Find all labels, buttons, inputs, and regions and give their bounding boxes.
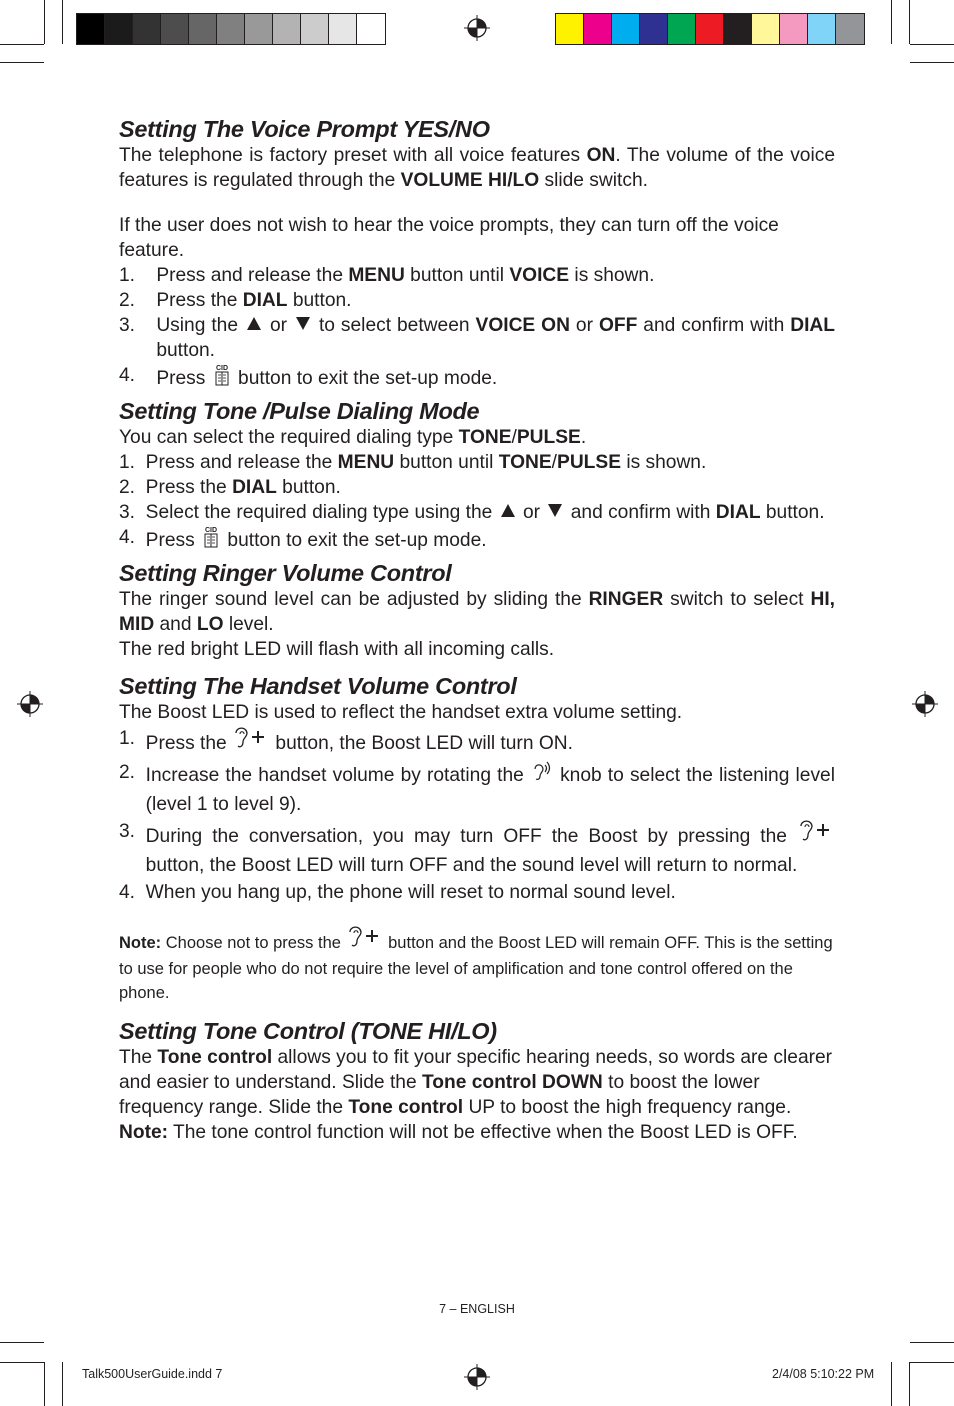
step-number: 1. xyxy=(119,452,146,473)
text-run: button. xyxy=(287,290,352,311)
text-run: level. xyxy=(223,614,274,635)
text-run: The ringer sound level can be adjusted by sliding the xyxy=(119,589,589,610)
bold-term: DIAL xyxy=(242,290,288,311)
bold-term: ON xyxy=(586,145,616,166)
step-text xyxy=(146,475,835,500)
text-run: button. xyxy=(276,477,341,498)
tone-pulse-steps xyxy=(119,450,835,553)
step-item xyxy=(119,818,835,879)
step-number: 4. xyxy=(119,365,157,386)
heading-voice-prompt: Setting The Voice Prompt YES/NO xyxy=(119,116,490,142)
voice-paragraph-2: If the user does not wish to hear the voice prompts, they can turn off the voice feature. xyxy=(119,215,779,261)
text-run: Press xyxy=(145,530,201,551)
text-run: Choose not to press the xyxy=(161,934,346,952)
color-swatch xyxy=(752,14,780,44)
text-run: Press the xyxy=(145,477,233,498)
step-item xyxy=(119,363,835,391)
grayscale-swatch xyxy=(273,14,301,44)
bold-term: VOLUME HI/LO xyxy=(400,170,540,191)
text-run: / xyxy=(551,452,558,473)
color-swatch xyxy=(612,14,640,44)
step-text xyxy=(146,879,835,906)
step-text xyxy=(146,500,835,525)
step-item xyxy=(119,500,835,525)
bold-term: DIAL xyxy=(715,502,761,523)
text-run: . xyxy=(580,427,587,448)
bold-term: OFF xyxy=(598,315,638,336)
step-number: 3. xyxy=(119,821,146,842)
step-text xyxy=(156,263,835,288)
step-item xyxy=(119,475,835,500)
bold-term: Tone control xyxy=(348,1097,464,1118)
bold-term: VOICE ON xyxy=(475,315,570,336)
text-run: to boost the lower frequency range. Slide the xyxy=(119,1072,760,1118)
handset-note xyxy=(119,924,835,1005)
step-text xyxy=(146,759,835,818)
page-content xyxy=(119,115,835,1145)
step-number: 2. xyxy=(119,290,157,311)
voice-steps xyxy=(119,263,835,391)
step-text xyxy=(156,363,835,391)
text-run: The telephone is factory preset with all voice features xyxy=(119,145,587,166)
ringer-paragraph-2: The red bright LED will flash with all incoming calls. xyxy=(119,639,555,660)
heading-tone-pulse: Setting Tone /Pulse Dialing Mode xyxy=(119,398,480,424)
text-run: or xyxy=(517,502,546,523)
ear-plus-boost-icon xyxy=(232,725,270,759)
voice-paragraph-1 xyxy=(119,143,835,193)
step-item xyxy=(119,288,835,313)
tone-control-paragraph xyxy=(119,1045,835,1145)
color-swatch xyxy=(668,14,696,44)
text-run: button until xyxy=(394,452,499,473)
text-run: is shown. xyxy=(569,265,655,286)
text-run: knob to select the listening level (level 1 to level 9). xyxy=(145,765,835,815)
text-run: When you hang up, the phone will reset to normal sound level. xyxy=(145,882,676,903)
registration-mark-top xyxy=(464,15,490,41)
step-number: 2. xyxy=(119,762,146,783)
grayscale-bar xyxy=(76,13,386,45)
text-run: and confirm with xyxy=(637,315,791,336)
grayscale-swatch xyxy=(357,14,385,44)
down-arrow-icon xyxy=(548,504,562,517)
bold-term: TONE xyxy=(458,427,512,448)
ear-plus-boost-icon xyxy=(797,818,835,852)
text-run: and confirm with xyxy=(565,502,716,523)
color-swatch xyxy=(724,14,752,44)
step-number: 4. xyxy=(119,527,146,548)
text-run: button until xyxy=(404,265,510,286)
cid-book-icon xyxy=(211,363,233,385)
up-arrow-icon xyxy=(247,317,261,330)
text-run: During the conversation, you may turn OFF the Boost by pressing the xyxy=(145,826,797,847)
text-run: Press and release the xyxy=(145,452,338,473)
color-swatch xyxy=(808,14,836,44)
step-item xyxy=(119,450,835,475)
color-swatch xyxy=(640,14,668,44)
text-run: or xyxy=(569,315,599,336)
tone-pulse-intro xyxy=(119,425,835,450)
step-number: 1. xyxy=(119,265,157,286)
bold-term: Note: xyxy=(119,934,162,952)
slug-date: 2/4/08 5:10:22 PM xyxy=(772,1367,875,1381)
text-run: Press and release the xyxy=(156,265,349,286)
step-text xyxy=(156,313,835,363)
text-run: / xyxy=(511,427,517,448)
text-run: Press the xyxy=(145,733,233,754)
page-number: 7 – ENGLISH xyxy=(439,1302,515,1316)
grayscale-swatch xyxy=(217,14,245,44)
text-run: button, the Boost LED will turn ON. xyxy=(270,733,573,754)
step-item xyxy=(119,759,835,818)
text-run: button. xyxy=(760,502,825,523)
step-item xyxy=(119,879,835,906)
cid-book-icon xyxy=(200,525,222,547)
grayscale-swatch xyxy=(105,14,133,44)
color-swatch xyxy=(584,14,612,44)
heading-tone-control: Setting Tone Control (TONE HI/LO) xyxy=(119,1018,497,1044)
color-swatch xyxy=(780,14,808,44)
text-run: Press the xyxy=(156,290,243,311)
text-run: is shown. xyxy=(621,452,707,473)
ear-plus-boost-icon xyxy=(346,924,384,957)
step-item xyxy=(119,263,835,288)
text-run: The xyxy=(119,1047,158,1068)
text-run: button to exit the set-up mode. xyxy=(232,368,498,389)
text-run: You can select the required dialing type xyxy=(119,427,459,448)
step-number: 3. xyxy=(119,502,146,523)
color-swatch xyxy=(696,14,724,44)
step-number: 1. xyxy=(119,728,146,749)
text-run: Increase the handset volume by rotating the xyxy=(145,765,530,786)
color-swatch xyxy=(836,14,864,44)
bold-term: DIAL xyxy=(790,315,835,336)
text-run: button and the Boost LED will remain OFF. This is the setting to use for people who do not require the level of amplification and tone control offered on the phone. xyxy=(119,934,833,1002)
up-arrow-icon xyxy=(501,504,515,517)
bold-term: Tone control DOWN xyxy=(421,1072,603,1093)
svg-text:CID: CID xyxy=(215,365,228,372)
step-item xyxy=(119,525,835,553)
text-run: slide switch. xyxy=(539,170,648,191)
down-arrow-icon xyxy=(296,317,310,330)
step-number: 4. xyxy=(119,882,146,903)
grayscale-swatch xyxy=(301,14,329,44)
slug-file: Talk500UserGuide.indd 7 xyxy=(82,1367,223,1381)
grayscale-swatch xyxy=(329,14,357,44)
bold-term: DIAL xyxy=(232,477,277,498)
text-run: The tone control function will not be effective when the Boost LED is OFF. xyxy=(168,1122,798,1143)
heading-ringer: Setting Ringer Volume Control xyxy=(119,560,452,586)
text-run: button to exit the set-up mode. xyxy=(222,530,487,551)
text-run: Using the xyxy=(156,315,244,336)
ringer-paragraph-1 xyxy=(119,587,835,637)
text-run: . The volume of the voice features is regulated through the xyxy=(119,145,835,191)
step-text xyxy=(156,288,835,313)
step-text xyxy=(146,525,835,553)
registration-mark-bottom xyxy=(464,1364,490,1390)
grayscale-swatch xyxy=(161,14,189,44)
color-bar xyxy=(555,13,865,45)
text-run: UP to boost the high frequency range. xyxy=(463,1097,792,1118)
bold-term: MENU xyxy=(337,452,395,473)
ear-volume-knob-icon xyxy=(530,759,554,791)
step-number: 2. xyxy=(119,477,146,498)
bold-term: MENU xyxy=(348,265,405,286)
bold-term: VOICE xyxy=(509,265,570,286)
text-run: Select the required dialing type using the xyxy=(145,502,498,523)
text-run: button. xyxy=(156,340,216,361)
text-run: to select between xyxy=(312,315,476,336)
bold-term: PULSE xyxy=(557,452,621,473)
grayscale-swatch xyxy=(77,14,105,44)
text-run: button, the Boost LED will turn OFF and the sound level will return to normal. xyxy=(145,855,798,876)
grayscale-swatch xyxy=(189,14,217,44)
handset-intro: The Boost LED is used to reflect the handset extra volume setting. xyxy=(119,702,683,723)
svg-text:CID: CID xyxy=(205,527,218,534)
grayscale-swatch xyxy=(133,14,161,44)
bold-term: Tone control xyxy=(157,1047,273,1068)
step-text xyxy=(146,818,835,879)
bold-term: Note: xyxy=(119,1122,169,1143)
handset-steps xyxy=(119,725,835,906)
step-text xyxy=(146,725,835,759)
text-run: or xyxy=(263,315,293,336)
heading-handset: Setting The Handset Volume Control xyxy=(119,673,517,699)
color-swatch xyxy=(556,14,584,44)
bold-term: HI, MID xyxy=(119,589,835,635)
text-run: switch to select xyxy=(663,589,811,610)
step-number: 3. xyxy=(119,315,157,336)
step-item xyxy=(119,313,835,363)
text-run: allows you to fit your specific hearing needs, so words are clearer and easier to understand. Slide the xyxy=(119,1047,833,1093)
bold-term: RINGER xyxy=(588,589,664,610)
bold-term: PULSE xyxy=(516,427,581,448)
registration-mark-right xyxy=(912,691,938,717)
step-item xyxy=(119,725,835,759)
bold-term: TONE xyxy=(498,452,552,473)
text-run: Press xyxy=(156,368,211,389)
registration-mark-left xyxy=(17,691,43,717)
text-run: and xyxy=(154,614,197,635)
step-text xyxy=(146,450,835,475)
grayscale-swatch xyxy=(245,14,273,44)
bold-term: LO xyxy=(196,614,224,635)
